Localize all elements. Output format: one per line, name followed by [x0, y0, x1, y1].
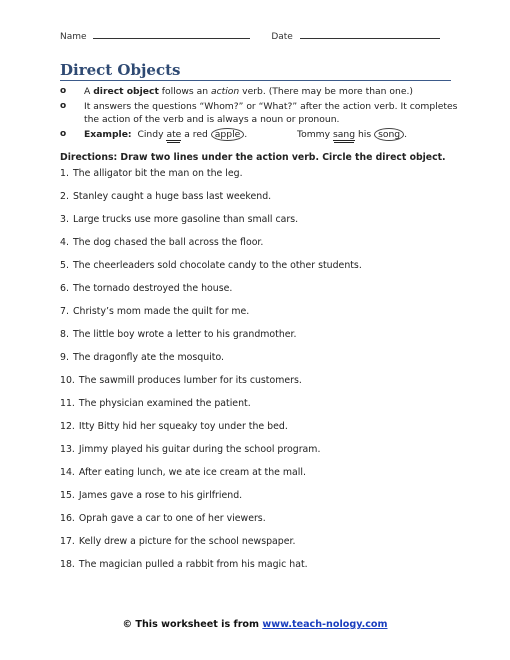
sentence-list	[60, 167, 362, 581]
item-text: Stanley caught a huge bass last weekend.	[72, 191, 272, 202]
item-text: The little boy wrote a letter to his grandmother.	[72, 329, 297, 340]
item-text: The dragonfly ate the mosquito.	[72, 352, 224, 363]
item-text: The cheerleaders sold chocolate candy to the other students.	[72, 260, 362, 271]
item-text: The alligator bit the man on the leg.	[72, 168, 243, 179]
date-label: Date	[271, 32, 293, 42]
name-blank-line	[93, 30, 250, 39]
text: follows an	[158, 86, 211, 97]
list-item	[60, 305, 362, 328]
list-item	[60, 190, 362, 213]
list-item	[60, 213, 362, 236]
example-label: Example:	[84, 129, 132, 140]
item-text: The magician pulled a rabbit from his magic hat.	[78, 559, 308, 570]
item-text: Itty Bitty hid her squeaky toy under the bed.	[78, 421, 288, 432]
item-number: 14.	[60, 467, 75, 478]
item-number: 3.	[60, 214, 69, 225]
item-text: The dog chased the ball across the floor.	[72, 237, 264, 248]
list-item	[60, 420, 362, 443]
list-item	[60, 512, 362, 535]
item-text: Christy’s mom made the quilt for me.	[72, 306, 250, 317]
text: Cindy	[137, 129, 167, 140]
bullet-glyph: o	[60, 129, 67, 139]
item-number: 18.	[60, 559, 75, 570]
list-item	[60, 282, 362, 305]
page-title: Direct Objects	[60, 61, 181, 79]
item-number: 13.	[60, 444, 75, 455]
text: Tommy	[297, 129, 333, 140]
title-rule	[60, 80, 451, 81]
item-number: 6.	[60, 283, 69, 294]
list-item	[60, 351, 362, 374]
list-item	[60, 489, 362, 512]
item-text: The tornado destroyed the house.	[72, 283, 233, 294]
bullet-glyph: o	[60, 101, 67, 111]
item-text: Kelly drew a picture for the school newspaper.	[78, 536, 296, 547]
list-item	[60, 558, 362, 581]
item-number: 2.	[60, 191, 69, 202]
bullet-explanation	[60, 100, 460, 126]
list-item	[60, 236, 362, 259]
list-item	[60, 466, 362, 489]
item-text: Jimmy played his guitar during the school program.	[78, 444, 321, 455]
item-text: Oprah gave a car to one of her viewers.	[78, 513, 266, 524]
item-number: 15.	[60, 490, 75, 501]
footer-text: © This worksheet is from	[122, 619, 263, 630]
definition-bullets	[60, 85, 460, 141]
bullet-glyph: o	[60, 86, 67, 96]
list-item	[60, 328, 362, 351]
list-item	[60, 535, 362, 558]
item-number: 10.	[60, 375, 75, 386]
item-text: James gave a rose to his girlfriend.	[78, 490, 243, 501]
item-number: 4.	[60, 237, 69, 248]
name-label: Name	[60, 32, 87, 42]
item-number: 17.	[60, 536, 75, 547]
example-verb-underlined: sang	[332, 129, 356, 140]
item-text: After eating lunch, we ate ice cream at the mall.	[78, 467, 306, 478]
item-number: 9.	[60, 352, 69, 363]
item-number: 1.	[60, 168, 69, 179]
list-item	[60, 259, 362, 282]
text: his	[355, 129, 375, 140]
example-object-circled: song	[374, 128, 404, 141]
text: verb. (There may be more than one.)	[239, 86, 413, 97]
text: a red	[181, 129, 211, 140]
example-object-circled: apple	[211, 128, 245, 141]
footer-link[interactable]: www.teach-nology.com	[262, 619, 388, 630]
item-number: 5.	[60, 260, 69, 271]
text: .	[244, 129, 248, 140]
item-text: The physician examined the patient.	[78, 398, 251, 409]
term-direct-object: direct object	[93, 86, 159, 97]
bullet-definition	[60, 85, 460, 98]
list-item	[60, 374, 362, 397]
list-item	[60, 167, 362, 190]
list-item	[60, 443, 362, 466]
list-item	[60, 397, 362, 420]
term-action: action	[210, 86, 240, 97]
directions: Directions: Draw two lines under the action verb. Circle the direct object.	[60, 152, 446, 163]
item-number: 12.	[60, 421, 75, 432]
text: A	[84, 86, 94, 97]
item-text: The sawmill produces lumber for its customers.	[78, 375, 302, 386]
bullet-example	[60, 128, 460, 141]
item-text: Large trucks use more gasoline than small cars.	[72, 214, 299, 225]
date-blank-line	[300, 30, 440, 39]
footer-credit	[0, 619, 510, 630]
item-number: 8.	[60, 329, 69, 340]
item-number: 11.	[60, 398, 75, 409]
item-number: 7.	[60, 306, 69, 317]
text: It answers the questions “Whom?” or “What?” after the action verb. It completes the action of the verb and is always a noun or pronoun.	[84, 101, 458, 125]
item-number: 16.	[60, 513, 75, 524]
text: .	[404, 129, 408, 140]
name-date-row	[60, 30, 440, 42]
example-verb-underlined: ate	[166, 129, 182, 140]
